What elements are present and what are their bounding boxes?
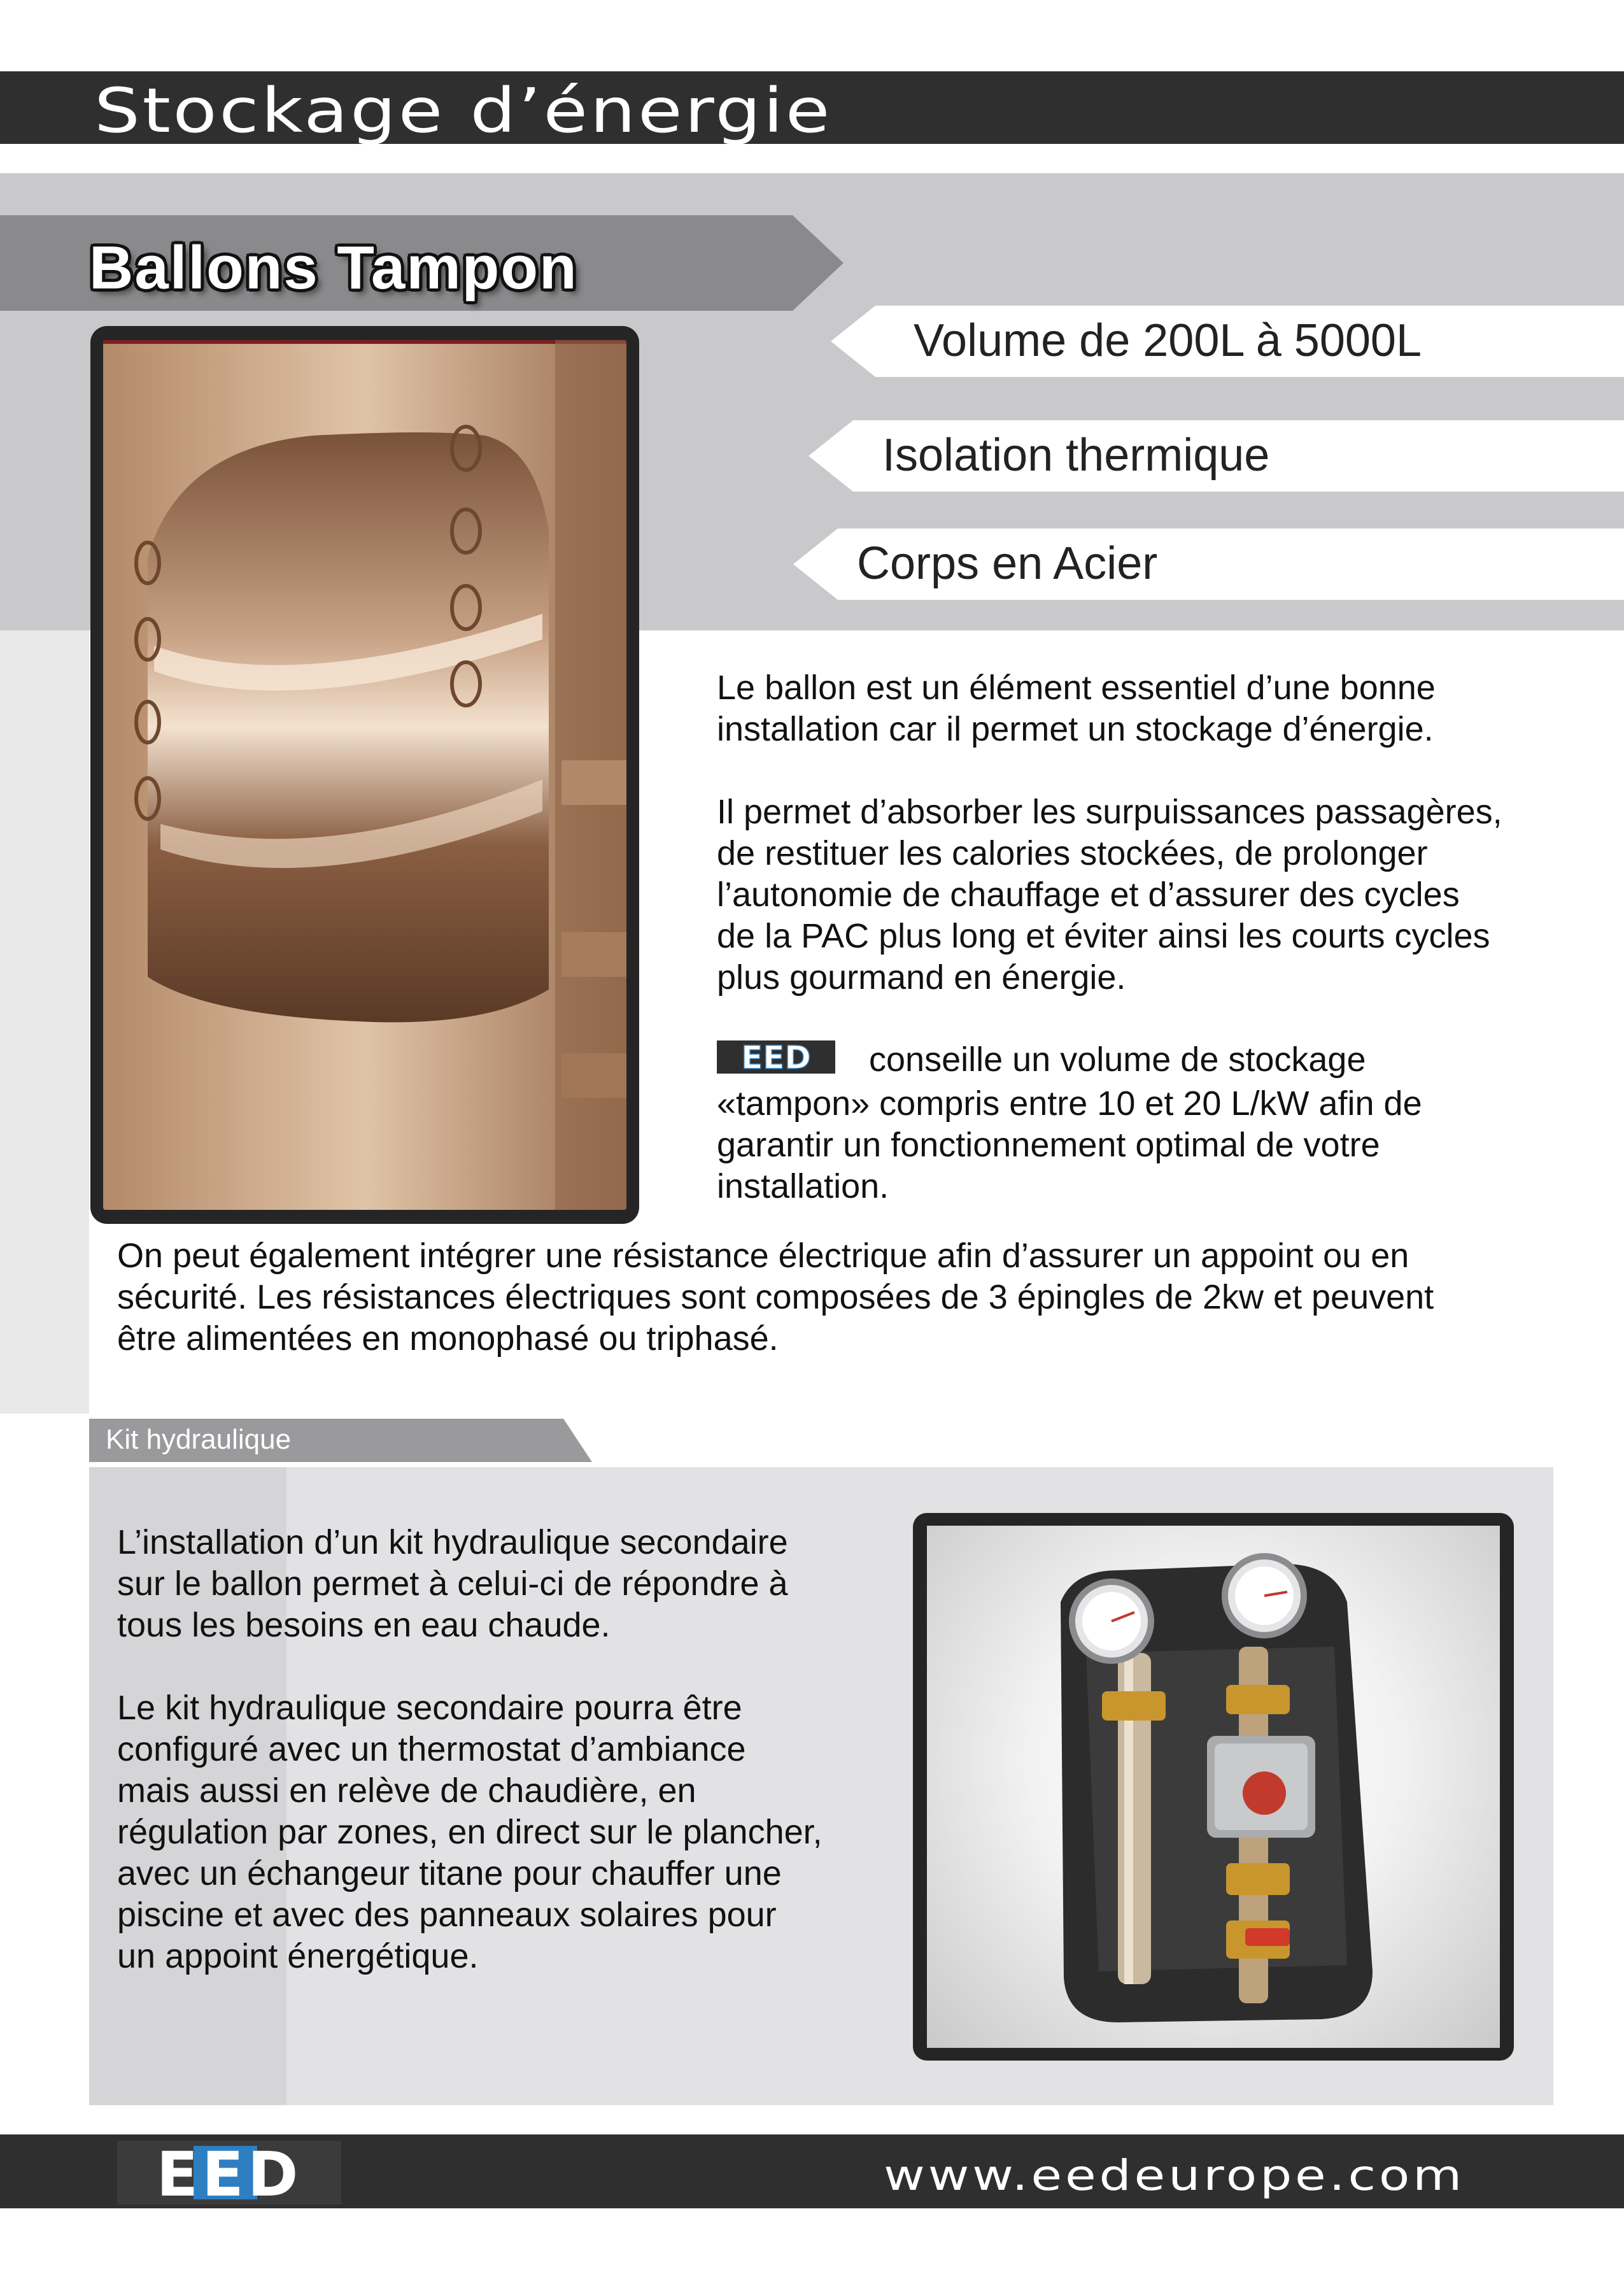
feature-tab-acier <box>793 529 1624 600</box>
hydraulic-kit-image <box>927 1526 1500 2048</box>
svg-text:EED: EED <box>156 2141 302 2204</box>
intro-paragraph-4: On peut également intégrer une résistance électrique afin d’assurer un appoint ou en sécurité. Les résistances électriques sont composées de 3 épingles de 2kw et peuvent être alimentées en monophasé ou triphasé. <box>117 1237 1434 1358</box>
left-strip <box>0 630 89 1414</box>
feature-volume: Volume de 200L à 5000L <box>914 315 1422 366</box>
eed-footer-logo <box>117 2141 341 2204</box>
feature-acier: Corps en Acier <box>857 538 1158 589</box>
page-title: Stockage d’énergie <box>94 75 833 146</box>
kit-paragraph-2: Le kit hydraulique secondaire pourra être configuré avec un thermostat d’ambiance mais aussi en relève de chaudière, en régulation par zones, en direct sur le plancher, avec un échangeur titane pour chauffer une piscine et avec des panneaux solaires pour un appoint énergétique. <box>117 1689 823 1975</box>
buffer-tank-image <box>103 340 626 1210</box>
intro-paragraph-3: EED conseille un volume de stockage «tampon» compris entre 10 et 20 L/kW afin de garantir un fonctionnement optimal de votre installation. <box>717 1040 1422 1206</box>
section-title: Ballons Tampon <box>89 234 578 302</box>
intro-paragraph-2: Il permet d’absorber les surpuissances passagères, de restituer les calories stockées, de prolonger l’autonomie de chauffage et d’assurer des cycles de la PAC plus long et éviter ainsi les courts cycles plus gourmand en énergie. <box>717 793 1502 997</box>
kit-paragraph-1: L’installation d’un kit hydraulique secondaire sur le ballon permet à celui-ci de répondre à tous les besoins en eau chaude. <box>117 1523 788 1644</box>
feature-isolation: Isolation thermique <box>882 430 1270 481</box>
intro-paragraph-1: Le ballon est un élément essentiel d’une bonne installation car il permet un stockage d’énergie. <box>717 669 1436 748</box>
footer-website[interactable]: www.eedeurope.com <box>884 2151 1465 2200</box>
feature-tab-volume <box>831 306 1624 377</box>
feature-tab-isolation <box>808 420 1624 492</box>
kit-section-label: Kit hydraulique <box>106 1424 292 1455</box>
eed-inline-logo <box>717 1040 835 1083</box>
svg-text:EED: EED <box>741 1040 811 1074</box>
